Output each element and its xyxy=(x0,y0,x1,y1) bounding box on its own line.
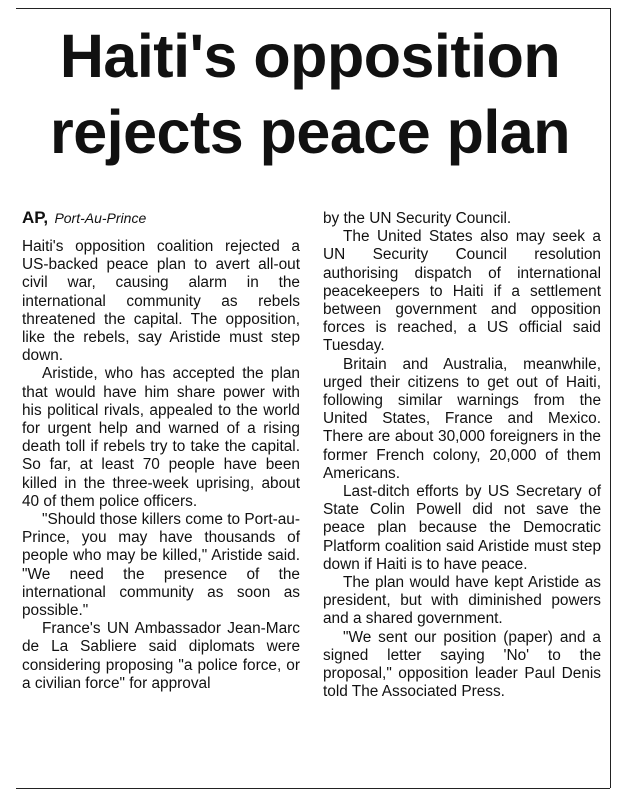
article-paragraph: Aristide, who has accepted the plan that would have him share power with his political rivals, appealed to the world for urgent help and warned of a rising death toll if rebels try to take the capital. So far, at least 70 people have been killed in the three-week uprising, about 40 of them police officers. xyxy=(22,365,300,510)
headline-line-1: Haiti's opposition xyxy=(59,22,561,90)
article-paragraph: "We sent our position (paper) and a signed letter saying 'No' to the proposal," opposition leader Paul Denis told The Associated Press. xyxy=(323,628,601,701)
top-rule xyxy=(16,8,610,9)
article-left-column xyxy=(22,206,300,693)
right-rule xyxy=(610,8,611,788)
article-paragraph: Britain and Australia, meanwhile, urged their citizens to get out of Haiti, following similar warnings from the United States, France and Mexico. There are about 30,000 foreigners in the former French colony, 20,000 of them Americans. xyxy=(323,355,601,482)
headline-line-2: rejects peace plan xyxy=(50,98,570,166)
article-paragraph: France's UN Ambassador Jean-Marc de La Sabliere said diplomats were considering proposing "a police force, or a civilian force" for approval xyxy=(22,620,300,692)
article-paragraph: Haiti's opposition coalition rejected a US-backed peace plan to avert all-out civil war, causing alarm in the international community as rebels threatened the capital. The opposition, like the rebels, say Aristide must step down. xyxy=(22,238,300,365)
article-paragraph: "Should those killers come to Port-au-Prince, you may have thousands of people who may be killed," Aristide said. "We need the presence of the international community as soon as possible." xyxy=(22,511,300,620)
article-paragraph: The plan would have kept Aristide as president, but with diminished powers and a shared government. xyxy=(323,574,601,628)
headline xyxy=(20,18,600,170)
article-paragraph: by the UN Security Council. xyxy=(323,210,512,227)
byline-agency: AP, xyxy=(22,208,49,227)
bottom-rule xyxy=(16,788,610,789)
byline-place: Port-Au-Prince xyxy=(54,210,147,226)
byline xyxy=(22,206,300,230)
article-paragraph: The United States also may seek a UN Security Council resolution authorising dispatch of international peacekeepers to Haiti if a settlement between government and opposition forces is reached, a US official said Tuesday. xyxy=(323,228,601,355)
article-right-column xyxy=(323,210,601,701)
article-paragraph: Last-ditch efforts by US Secretary of State Colin Powell did not save the peace plan because the Democratic Platform coalition said Aristide must step down if Haiti is to have peace. xyxy=(323,483,601,573)
